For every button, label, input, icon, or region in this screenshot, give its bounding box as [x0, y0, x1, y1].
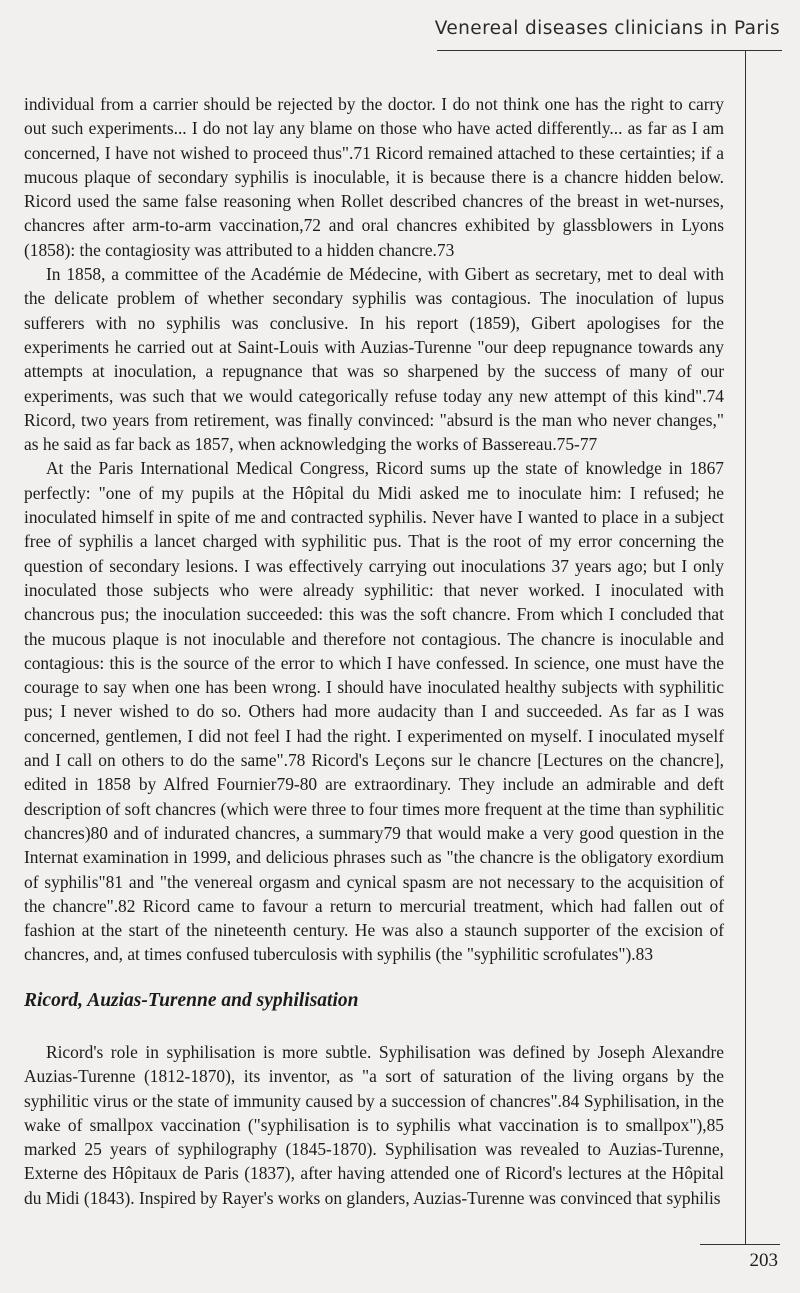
section-paragraph: Ricord's role in syphilisation is more subtle. Syphilisation was defined by Joseph Alexandre Auzias-Turenne (1812-1870), its inventor, as "a sort of saturation of the living organs by the syphilitic virus or the state of immunity caused by a succession of chancres".84 Syphilisation, in the wake of smallpox vaccination ("syphilisation is to syphilis what vaccination is to smallpox"),85 marked 25 years of syphilography (1845-1870). Syphilisation was revealed to Auzias-Turenne, Externe des Hôpitaux de Paris (1837), after having attended one of Ricord's lectures at the Hôpital du Midi (1843). Inspired by Rayer's works on glanders, Auzias-Turenne was convinced that syphilis — [24, 1042, 724, 1208]
body-paragraph: At the Paris International Medical Congress, Ricord sums up the state of knowledge in 1867 perfectly: "one of my pupils at the Hôpital du Midi asked me to inoculate him: I refused; he inoculated himself in spite of me and contracted syphilis. Never have I wanted to place in a subject free of syphilis a lancet charged with syphilitic pus. That is the root of my error concerning the question of secondary lesions. I was effectively carrying out inoculations 37 years ago; but I only inoculated those subjects who were already syphilitic: that never worked. I inoculated with chancrous pus; the inoculation succeeded: this was the soft chancre. From which I concluded that the mucous plaque is not inoculable and therefore not contagious. The chancre is inoculable and contagious: this is the source of the error to which I have confessed. In science, one must have the courage to say when one has been wrong. I should have inoculated healthy subjects with syphilitic pus; I never wished to do so. Others had more audacity than I and succeeded. As far as I was concerned, gentlemen, I did not feel I had the right. I experimented on myself. I inoculated myself and I call on others to do the same".78 Ricord's Leçons sur le chancre [Lectures on the chancre], edited in 1858 by Alfred Fournier79-80 are extraordinary. They include an admirable and deft description of soft chancres (which were three to four times more frequent at the time than syphilitic chancres)80 and of indurated chancres, a summary79 that would make a very good question in the Internat examination in 1999, and delicious phrases such as "the chancre is the obligatory exordium of syphilis"81 and "the venereal orgasm and cynical spasm are not necessary to the acquisition of the chancre".82 Ricord came to favour a return to mercurial treatment, which had fallen out of fashion at the start of the nineteenth century. He was also a staunch supporter of the excision of chancres, and, at times confused tuberculosis with syphilis (the "syphilitic scrofulates").83 — [24, 458, 724, 965]
running-head-title: Venereal diseases clinicians in Paris — [434, 18, 780, 39]
body-paragraph: In 1858, a committee of the Académie de Médecine, with Gibert as secretary, met to deal with the delicate problem of whether secondary syphilis was contagious. The inoculation of lupus sufferers with no syphilis was conclusive. In his report (1859), Gibert apologises for the experiments he carried out at Saint-Louis with Auzias-Turenne "our deep repugnance towards any attempts at inoculation, a repugnance that was so sharpened by the success of many of our experiments, was such that we would categorically refuse today any new attempt of this kind".74 Ricord, two years from retirement, was finally convinced: "absurd is the man who never changes," as he said as far back as 1857, when acknowledging the works of Bassereau.75-77 — [24, 264, 724, 455]
margin-vertical-rule — [745, 50, 746, 1244]
footer-rule — [700, 1244, 780, 1245]
page-number: 203 — [749, 1250, 778, 1271]
section-heading: Ricord, Auzias-Turenne and syphilisation — [24, 990, 359, 1011]
section-body-text — [24, 1040, 724, 1210]
main-body-text — [24, 92, 724, 967]
body-paragraph: individual from a carrier should be rejected by the doctor. I do not think one has the right to carry out such experiments... I do not lay any blame on those who have acted differently... as far as I am concerned, I have not wished to proceed thus".71 Ricord remained attached to these certainties; if a mucous plaque of secondary syphilis is inoculable, it is because there is a chancre hidden below. Ricord used the same false reasoning when Rollet described chancres of the breast in wet-nurses, chancres after arm-to-arm vaccination,72 and oral chancres exhibited by glassblowers in Lyons (1858): the contagiosity was attributed to a hidden chancre.73 — [24, 94, 724, 260]
header-rule — [437, 50, 782, 51]
